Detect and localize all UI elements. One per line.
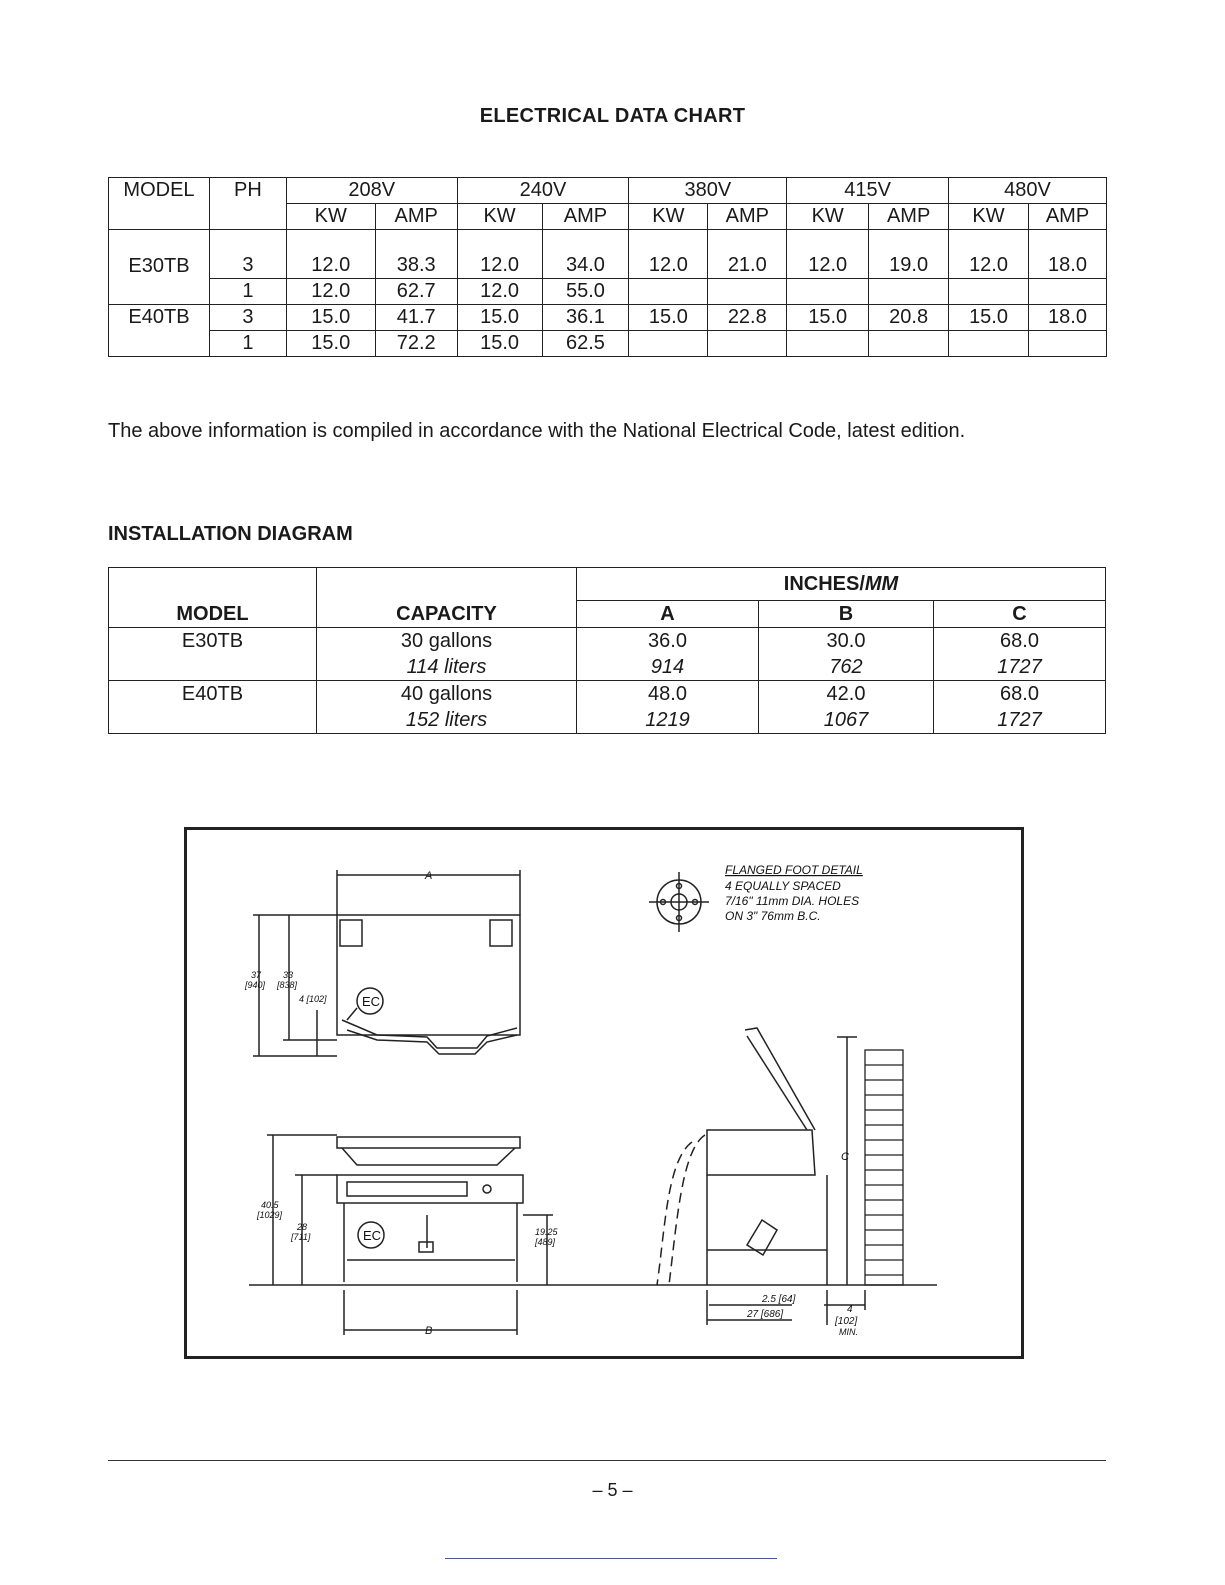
bottom-rule <box>445 1558 777 1559</box>
header-480v: 480V <box>949 178 1107 204</box>
ph-cell: 3 <box>209 305 286 331</box>
drawing-svg <box>187 830 1021 1356</box>
value-cell: 15.0 <box>949 305 1029 331</box>
dim-c-label: C <box>841 1151 849 1163</box>
installation-title: INSTALLATION DIAGRAM <box>108 523 353 545</box>
header-kw: KW <box>286 204 375 230</box>
value-cell: 62.7 <box>375 279 457 305</box>
brick-wall <box>865 1050 903 1285</box>
page-number: – 5 – <box>592 1480 633 1500</box>
dim-40-5-mm: [1029] <box>257 1210 283 1220</box>
header-c: C <box>934 601 1106 628</box>
installation-table <box>108 567 1106 734</box>
dim-33-mm: [838] <box>277 980 298 990</box>
ec-label: EC <box>362 994 381 1009</box>
value-cell: 15.0 <box>286 305 375 331</box>
value-cell: 12.0 <box>457 230 542 279</box>
dim-19-25: 19.25 <box>535 1227 558 1237</box>
flanged-foot-detail <box>649 872 709 932</box>
dim-b-cell: 30.0 762 <box>759 628 934 681</box>
value-cell <box>1028 279 1106 305</box>
nec-note: The above information is compiled in accordance with the National Electrical Code, latest edition. <box>108 420 966 442</box>
value-cell: 12.0 <box>949 230 1029 279</box>
header-b: B <box>759 601 934 628</box>
electrical-chart-title: ELECTRICAL DATA CHART <box>479 105 746 127</box>
value-cell: 12.0 <box>286 230 375 279</box>
dim-4: 4 [102] <box>299 994 327 1004</box>
foot-detail-title: FLANGED FOOT DETAIL <box>725 863 863 877</box>
dim-28-mm: [711] <box>291 1232 311 1242</box>
header-amp: AMP <box>869 204 949 230</box>
value-cell <box>708 331 787 357</box>
dim-27: 27 [686] <box>747 1309 784 1320</box>
electrical-data-table <box>108 177 1107 357</box>
model-cell: E30TB <box>109 230 210 305</box>
ph-cell: 3 <box>209 230 286 279</box>
model-cell: E40TB <box>109 681 317 734</box>
dim-37: 37 <box>251 970 262 980</box>
capacity-cell: 30 gallons 114 liters <box>317 628 577 681</box>
header-model: MODEL <box>109 178 210 204</box>
value-cell <box>1028 331 1106 357</box>
dim-40-5: 40.5 <box>261 1200 279 1210</box>
value-cell: 15.0 <box>629 305 708 331</box>
value-cell <box>708 279 787 305</box>
header-415v: 415V <box>787 178 949 204</box>
ph-cell: 1 <box>209 331 286 357</box>
header-kw: KW <box>949 204 1029 230</box>
side-view <box>657 1028 865 1325</box>
value-cell: 18.0 <box>1028 305 1106 331</box>
header-amp: AMP <box>542 204 629 230</box>
value-cell <box>629 331 708 357</box>
dim-b-label: B <box>425 1325 433 1337</box>
value-cell: 18.0 <box>1028 230 1106 279</box>
value-cell: 12.0 <box>286 279 375 305</box>
value-cell: 34.0 <box>542 230 629 279</box>
header-a: A <box>577 601 759 628</box>
header-model-cont <box>109 204 210 230</box>
dim-4b-mm: [102] <box>835 1316 858 1327</box>
dim-b-cell: 42.0 1067 <box>759 681 934 734</box>
value-cell: 20.8 <box>869 305 949 331</box>
value-cell: 15.0 <box>787 305 869 331</box>
foot-detail-line1: 4 EQUALLY SPACED <box>725 879 841 893</box>
header-amp: AMP <box>375 204 457 230</box>
dim-a-cell: 48.0 1219 <box>577 681 759 734</box>
header-kw: KW <box>457 204 542 230</box>
dim-28: 28 <box>297 1222 308 1232</box>
dim-min: MIN. <box>839 1327 858 1337</box>
value-cell: 15.0 <box>286 331 375 357</box>
dim-a-cell: 36.0 914 <box>577 628 759 681</box>
header-model: MODEL <box>109 568 317 628</box>
ph-cell: 1 <box>209 279 286 305</box>
value-cell <box>949 331 1029 357</box>
value-cell <box>869 279 949 305</box>
value-cell <box>787 279 869 305</box>
header-380v: 380V <box>629 178 787 204</box>
value-cell: 72.2 <box>375 331 457 357</box>
header-ph-cont <box>209 204 286 230</box>
header-capacity: CAPACITY <box>317 568 577 628</box>
model-cell: E40TB <box>109 305 210 357</box>
foot-detail-line2: 7/16" 11mm DIA. HOLES <box>725 894 860 908</box>
dim-2-5: 2.5 [64] <box>762 1294 796 1305</box>
header-units: INCHES/MM <box>577 568 1106 601</box>
value-cell <box>869 331 949 357</box>
header-amp: AMP <box>708 204 787 230</box>
value-cell: 21.0 <box>708 230 787 279</box>
value-cell: 19.0 <box>869 230 949 279</box>
model-cell: E30TB <box>109 628 317 681</box>
value-cell: 12.0 <box>787 230 869 279</box>
header-240v: 240V <box>457 178 629 204</box>
capacity-cell: 40 gallons 152 liters <box>317 681 577 734</box>
header-208v: 208V <box>286 178 457 204</box>
value-cell <box>949 279 1029 305</box>
value-cell: 41.7 <box>375 305 457 331</box>
header-ph: PH <box>209 178 286 204</box>
value-cell <box>629 279 708 305</box>
footer-rule <box>108 1460 1106 1461</box>
header-amp: AMP <box>1028 204 1106 230</box>
value-cell: 12.0 <box>629 230 708 279</box>
dim-a-label: A <box>425 870 433 882</box>
value-cell: 55.0 <box>542 279 629 305</box>
dim-37-mm: [940] <box>245 980 266 990</box>
value-cell: 15.0 <box>457 331 542 357</box>
header-kw: KW <box>787 204 869 230</box>
dim-19-25-mm: [489] <box>535 1237 556 1247</box>
dim-33: 33 <box>283 970 294 980</box>
dim-c-cell: 68.0 1727 <box>934 628 1106 681</box>
value-cell <box>787 331 869 357</box>
value-cell: 22.8 <box>708 305 787 331</box>
value-cell: 12.0 <box>457 279 542 305</box>
installation-drawing <box>184 827 1024 1359</box>
value-cell: 15.0 <box>457 305 542 331</box>
value-cell: 38.3 <box>375 230 457 279</box>
dim-c-cell: 68.0 1727 <box>934 681 1106 734</box>
value-cell: 36.1 <box>542 305 629 331</box>
dim-4b: 4 <box>847 1304 853 1315</box>
top-view <box>253 870 520 1056</box>
ec-label: EC <box>363 1228 382 1243</box>
value-cell: 62.5 <box>542 331 629 357</box>
header-kw: KW <box>629 204 708 230</box>
foot-detail-line3: ON 3" 76mm B.C. <box>725 909 821 923</box>
